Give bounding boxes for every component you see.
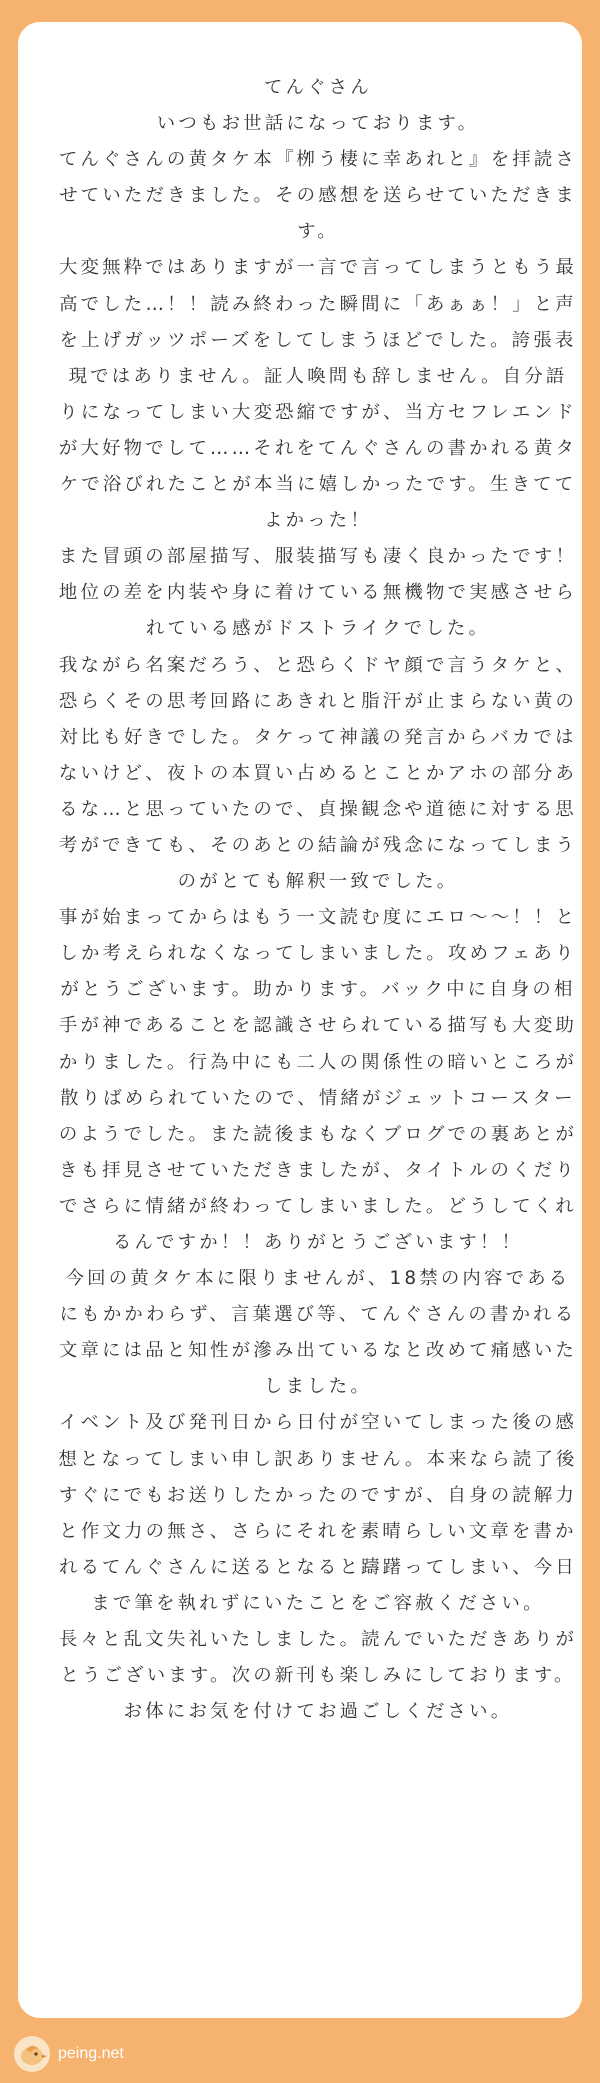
letter-body	[58, 70, 578, 1730]
letter-paragraph: 大変無粋ではありますが一言で言ってしまうともう最高でした…！！読み終わった瞬間に「あぁぁ！」と声を上げガッツポーズをしてしまうほどでした。誇張表現ではありません。証人喚問も辞しません。自分語りになってしまい大変恐縮ですが、当方セフレエンドが大好物でして……それをてんぐさんの書かれる黄タケで浴びれたことが本当に嬉しかったです。生きててよかった！	[58, 257, 578, 532]
letter-paragraph: 今回の黄タケ本に限りませんが、18禁の内容であるにもかかわらず、言葉選び等、てんぐさんの書かれる文章には品と知性が滲み出ているなと改めて痛感いたしました。	[58, 1268, 578, 1398]
letter-paragraph: イベント及び発刊日から日付が空いてしまった後の感想となってしまい申し訳ありません。本来なら読了後すぐにでもお送りしたかったのですが、自身の読解力と作文力の無さ、さらにそれを素晴らしい文章を書かれるてんぐさんに送るとなると躊躇ってしまい、今日まで筆を執れずにいたことをご容赦ください。	[58, 1412, 578, 1614]
letter-paragraph: 長々と乱文失礼いたしました。読んでいただきありがとうございます。次の新刊も楽しみにしております。お体にお気を付けてお過ごしください。	[58, 1629, 578, 1723]
footer	[14, 2034, 124, 2074]
brand-name[interactable]: peing.net	[58, 2045, 124, 2062]
letter-paragraph: いつもお世話になっております。	[156, 113, 480, 135]
letter-paragraph: また冒頭の部屋描写、服装描写も凄く良かったです！地位の差を内装や身に着けている無機物で実感させられている感がドストライクでした。	[58, 546, 578, 640]
peing-bird-logo-icon	[14, 2036, 50, 2072]
message-card	[18, 22, 582, 2018]
letter-paragraph: 我ながら名案だろう、と恐らくドヤ顔で言うタケと、恐らくその思考回路にあきれと脂汗が止まらない黄の対比も好きでした。タケって神議の発言からバカではないけど、夜トの本買い占めるとことかアホの部分あるな…と思っていたので、貞操観念や道徳に対する思考ができても、そのあとの結論が残念になってしまうのがとても解釈一致でした。	[58, 654, 578, 893]
letter-paragraph: てんぐさん	[264, 77, 372, 98]
letter-paragraph: 事が始まってからはもう一文読む度にエロ〜〜！！としか考えられなくなってしまいました。攻めフェありがとうございます。助かります。バック中に自身の相手が神であることを認識させられている描写も大変助かりました。行為中にも二人の関係性の暗いところが散りばめられていたので、情緒がジェットコースターのようでした。また読後まもなくブログでの裏あとがきも拝見させていただきましたが、タイトルのくだりでさらに情緒が終わってしまいました。どうしてくれるんですか！！ありがとうございます！！	[58, 907, 578, 1253]
letter-paragraph: てんぐさんの黄タケ本『栁う棲に幸あれと』を拝読させていただきました。その感想を送らせていただきます。	[58, 149, 578, 243]
